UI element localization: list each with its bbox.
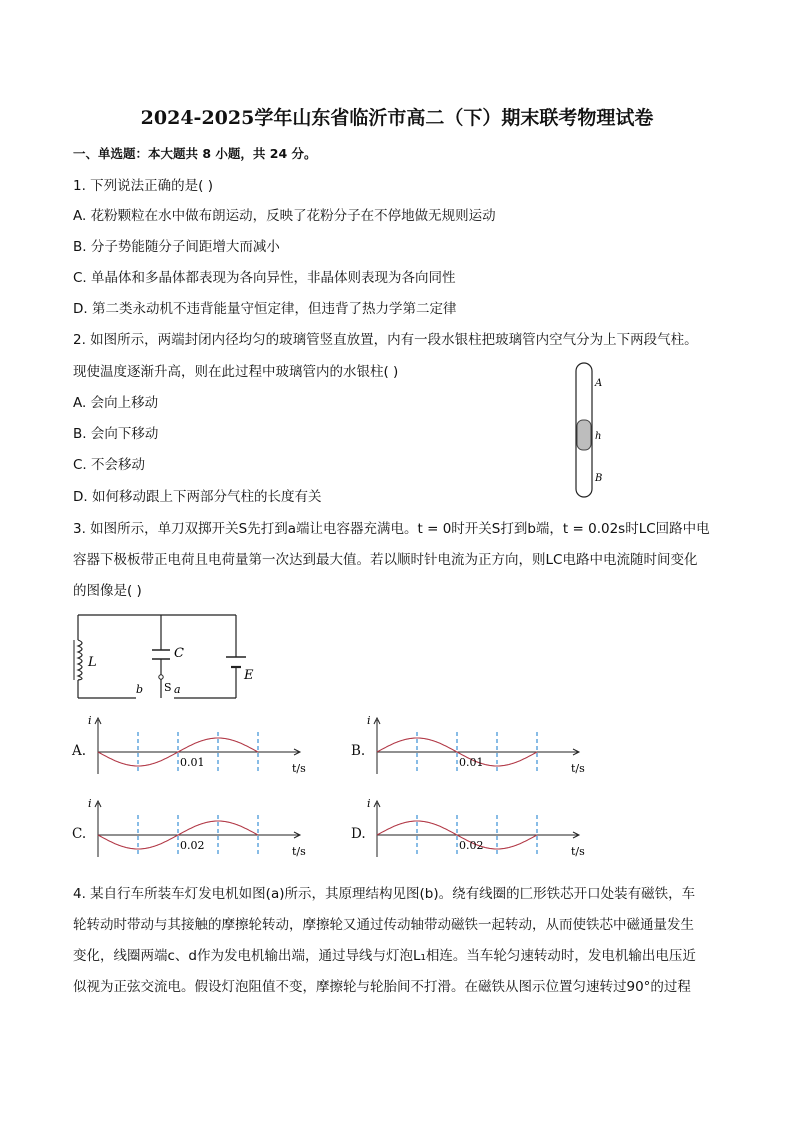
i-axis-label: i	[88, 797, 92, 810]
q4-line4: 似视为正弦交流电。假设灯泡阻值不变，摩擦轮与轮胎间不打滑。在磁铁从图示位置匀速转过90°的过程	[73, 979, 691, 995]
i-axis-label: i	[367, 714, 371, 727]
i-axis-label: i	[367, 797, 371, 810]
q1-option-b: B. 分子势能随分子间距增大而减小	[73, 239, 280, 255]
q2-stem-line2: 现使温度逐渐升高，则在此过程中玻璃管内的水银柱( )	[73, 364, 399, 380]
t-axis-label: t/s	[292, 845, 306, 858]
label-terminal-a: a	[174, 683, 181, 696]
q4-line3: 变化，线圈两端c、d作为发电机输出端，通过导线与灯泡L₁相连。当车轮匀速转动时，发电机输出电压近	[73, 948, 696, 964]
graph-a	[86, 712, 316, 778]
q4-line2: 轮转动时带动与其接触的摩擦轮转动，摩擦轮又通过传动轴带动磁铁一起转动，从而使铁芯中磁通量发生	[73, 917, 694, 933]
exam-title: 2024-2025学年山东省临沂市高二（下）期末联考物理试卷	[140, 107, 654, 129]
q2-option-d: D. 如何移动跟上下两部分气柱的长度有关	[73, 489, 322, 505]
q2-option-b: B. 会向下移动	[73, 426, 159, 442]
lc-circuit-diagram	[68, 605, 268, 710]
label-terminal-b: b	[136, 683, 144, 696]
q2-option-a: A. 会向上移动	[73, 395, 159, 411]
label-battery: E	[244, 668, 254, 683]
inductor-coil	[78, 640, 82, 680]
label-inductor: L	[88, 655, 97, 670]
graph-c	[86, 795, 316, 861]
t-axis-label: t/s	[571, 845, 585, 858]
graph-b-label: B.	[351, 743, 366, 759]
section-heading: 一、单选题：本大题共 8 小题，共 24 分。	[73, 146, 317, 161]
label-b: B	[595, 473, 603, 484]
graph-d	[365, 795, 595, 861]
mercury-column	[577, 420, 591, 450]
q1-option-a: A. 花粉颗粒在水中做布朗运动，反映了花粉分子在不停地做无规则运动	[73, 208, 496, 224]
graph-b	[365, 712, 595, 778]
label-h: h	[595, 431, 602, 442]
label-capacitor: C	[174, 646, 184, 661]
tick-label: 0.01	[459, 756, 484, 769]
tick-label: 0.02	[180, 839, 205, 852]
tick-label: 0.01	[180, 756, 205, 769]
tick-label: 0.02	[459, 839, 484, 852]
q4-line1: 4. 某自行车所装车灯发电机如图(a)所示，其原理结构见图(b)。绕有线圈的匚形铁芯开口处装有磁铁，车	[73, 886, 696, 902]
t-axis-label: t/s	[292, 762, 306, 775]
q3-stem-line3: 的图像是( )	[73, 583, 142, 599]
q2-option-c: C. 不会移动	[73, 457, 146, 473]
q1-option-d: D. 第二类永动机不违背能量守恒定律，但违背了热力学第二定律	[73, 301, 457, 317]
label-a: A	[595, 378, 603, 389]
q3-stem-line2: 容器下极板带正电荷且电荷量第一次达到最大值。若以顺时针电流为正方向，则LC电路中电流随时间变化	[73, 552, 698, 568]
graph-c-label: C.	[72, 826, 87, 842]
graph-d-label: D.	[351, 826, 366, 842]
switch-pivot	[159, 675, 163, 679]
q2-stem-line1: 2. 如图所示，两端封闭内径均匀的玻璃管竖直放置，内有一段水银柱把玻璃管内空气分为上下两段气柱。	[73, 332, 698, 348]
q1-option-c: C. 单晶体和多晶体都表现为各向异性，非晶体则表现为各向同性	[73, 270, 456, 286]
i-axis-label: i	[88, 714, 92, 727]
label-switch: S	[164, 681, 172, 694]
glass-tube-figure	[570, 360, 610, 502]
q1-stem: 1. 下列说法正确的是( )	[73, 178, 213, 194]
graph-a-label: A.	[72, 743, 87, 759]
t-axis-label: t/s	[571, 762, 585, 775]
q3-stem-line1: 3. 如图所示，单刀双掷开关S先打到a端让电容器充满电。t = 0时开关S打到b端，t = 0.02s时LC回路中电	[73, 521, 710, 537]
